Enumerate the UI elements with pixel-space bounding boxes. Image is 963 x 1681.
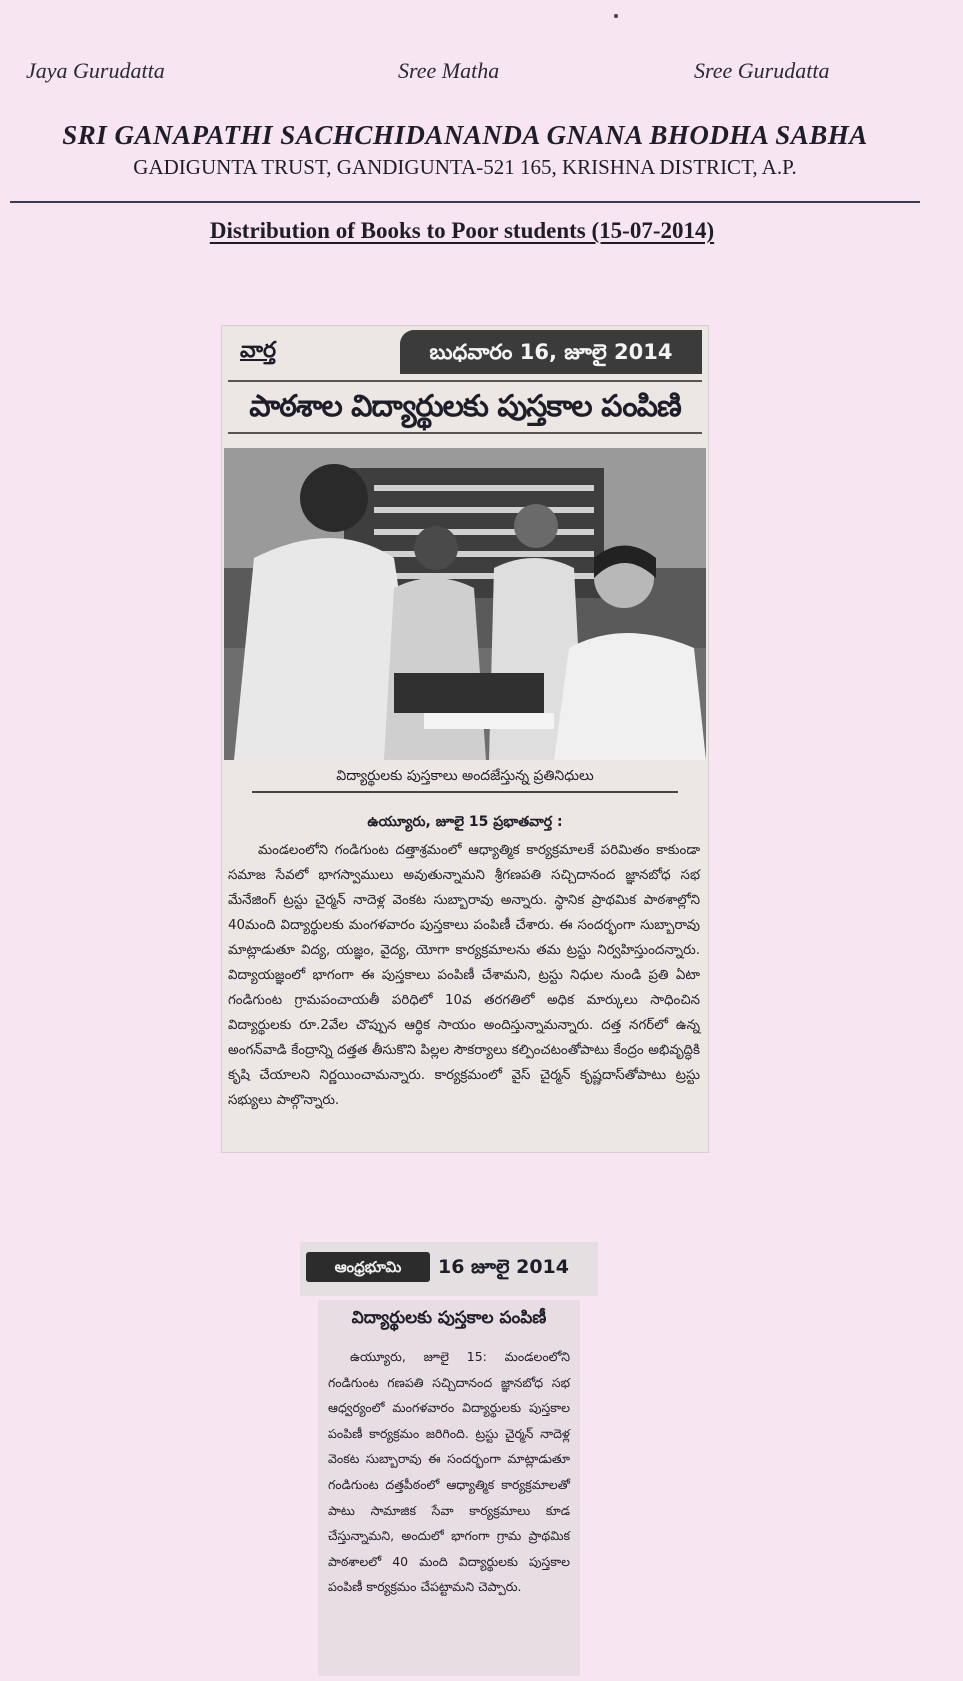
article-dateline: ఉయ్యూరు, జూలై 15 ప్రభాతవార్త : [367, 814, 563, 830]
newspaper-clipping-vaartha [222, 326, 708, 1152]
clipping2-masthead [300, 1242, 598, 1296]
header-center-invocation: Sree Matha [398, 58, 500, 83]
header-divider [10, 201, 920, 203]
newspaper-date: 16 జూలై 2014 [438, 1256, 569, 1278]
header-right-invocation: Sree Gurudatta [694, 58, 830, 83]
clipping-headline: పాఠశాల విద్యార్థులకు పుస్తకాల పంపిణి [228, 380, 702, 434]
clipping-masthead [228, 330, 702, 376]
organization-address: GADIGUNTA TRUST, GANDIGUNTA-521 165, KRISHNA DISTRICT, A.P. [133, 155, 797, 179]
article-body: ఉయ్యూరు, జూలై 15: మండలంలోని గండిగుంట గణపతి సచ్చిదానంద జ్ఞానబోధ సభ ఆధ్వర్యంలో మంగళవారం విద్యార్థులకు పుస్తకాల పంపిణీ కార్యక్రమం జరిగింది. ట్రస్టు చైర్మన్ నాదెళ్ల వెంకట సుబ్బారావు ఈ సందర్భంగా మాట్లాడుతూ గండిగుంట దత్తపీఠంలో ఆధ్యాత్మిక కార్యక్రమాలతో పాటు సామాజిక సేవా కార్యక్రమాలు కూడ చేస్తున్నామని, అందులో భాగంగా గ్రామ ప్రాథమిక పాఠశాలలో 40 మంది విద్యార్థులకు పుస్తకాల పంపిణీ కార్యక్రమం చేపట్టామని చెప్పారు. [328, 1349, 570, 1595]
newspaper-name: వార్త [240, 338, 277, 363]
newspaper-clipping-andhrabhoomi [318, 1300, 580, 1676]
header-left-invocation: Jaya Gurudatta [26, 58, 165, 83]
newspaper-name: ఆంధ్రభూమి [306, 1252, 430, 1282]
newspaper-date: బుధవారం 16, జూలై 2014 [400, 330, 702, 374]
page-title: Distribution of Books to Poor students (15-07-2014) [209, 218, 715, 243]
article-body: మండలంలోని గండిగుంట దత్తాశ్రమంలో ఆధ్యాత్మిక కార్యక్రమాలకే పరిమితం కాకుండా సమాజ సేవలో భాగస్వాములు అవుతున్నామని శ్రీగణపతి సచ్చిదానంద జ్ఞానబోధ సభ మేనేజింగ్ ట్రస్టు చైర్మన్ నాదెళ్ల వెంకట సుబ్బారావు అన్నారు. స్థానిక ప్రాథమిక పాఠశాల్లోని 40మంది విద్యార్థులకు మంగళవారం పుస్తకాలు పంపిణీ చేశారు. ఈ సందర్భంగా సుబ్బారావు మాట్లాడుతూ విద్య, యజ్ఞం, వైద్య, యోగా కార్యక్రమాలను తమ ట్రస్టు నిర్వహిస్తుందన్నారు. విద్యాయజ్ఞంలో భాగంగా ఈ పుస్తకాలు పంపిణీ చేశామని, ట్రస్టు నిధుల నుండి ప్రతి ఏటా గండిగుంట గ్రామపంచాయతీ పరిధిలో 10వ తరగతిలో అధిక మార్కులు సాధించిన విద్యార్థులకు రూ.2వేల చొప్పున ఆర్థిక సాయం అందిస్తున్నామన్నారు. దత్త నగర్‌లో ఉన్న అంగన్‌వాడి కేంద్రాన్ని దత్తత తీసుకొని పిల్లల సౌకర్యాలు కల్పించటంతోపాటు కేంద్రం అభివృద్ధికి కృషి చేయాలని నిర్ణయించామన్నారు. కార్యక్రమంలో వైస్ చైర్మన్ కృష్ణదాస్‌తోపాటు ట్రస్టు సభ్యులు పాల్గొన్నారు. [228, 843, 700, 1108]
speck [614, 14, 618, 18]
news-photo [224, 448, 706, 760]
photo-caption: విద్యార్థులకు పుస్తకాలు అందజేస్తున్న ప్రతినిధులు [252, 768, 678, 793]
clipping-headline: విద్యార్థులకు పుస్తకాల పంపిణీ [351, 1308, 547, 1328]
organization-name: SRI GANAPATHI SACHCHIDANANDA GNANA BHODHA SABHA [62, 120, 868, 150]
